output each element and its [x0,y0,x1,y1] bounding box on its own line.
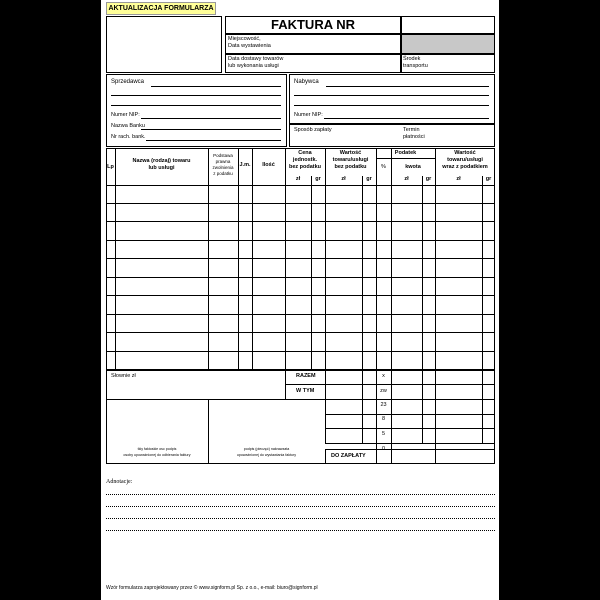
buyer-title: Nabywca [294,79,319,85]
net-zl-label: zł [341,176,346,182]
seller-nip-label: Numer NIP: [111,112,140,118]
col-amount-header: kwota [405,164,421,170]
col-gross-header-3: wraz z podatkiem [442,164,488,170]
razem-label: RAZEM [296,373,316,379]
notes-line-1[interactable] [106,494,495,495]
issue-date-label: Data wystawienia [228,43,271,49]
rate-x: x [382,373,385,379]
place-label: Miejscowość, [228,36,261,42]
table-row[interactable] [106,295,495,296]
buyer-line-2[interactable] [294,95,489,96]
rate-8: 8 [381,416,386,422]
col-tax-header: Podatek [394,150,417,156]
delivery-date-label-1: Data dostawy towarów [228,56,284,62]
col-price-header-1: Cena [298,150,312,156]
col-qty-header: Ilość [262,162,275,168]
rate-zw: zw [380,388,387,394]
table-row[interactable] [106,332,495,333]
invoice-number-field[interactable] [401,16,495,34]
table-row[interactable] [106,277,495,278]
col-net-header-3: bez podatku [334,164,367,170]
seller-account-field[interactable] [146,140,281,141]
price-zl-label: zł [295,176,301,182]
invoice-title: FAKTURA NR [270,17,355,32]
seller-nip-field[interactable] [141,118,281,119]
seller-bank-label: Nazwa Banku [111,123,145,129]
table-row[interactable] [106,314,495,315]
col-name-header-1: Nazwa (rodzaj) towaru [132,158,191,164]
rate-0: 0 [381,446,386,452]
update-form-button[interactable]: AKTUALIZACJA FORMULARZA [106,2,216,15]
table-row[interactable] [106,351,495,352]
col-lp-header: Lp [107,164,114,170]
transport-label-1: Środek [403,56,421,62]
footer-text: Wzór formularza zaprojektowany przez © www.signform.pl Sp. z o.o., e-mail: biuro@signform.pl [106,585,318,591]
seller-account-label: Nr rach. bank. [111,134,146,140]
buyer-line-1[interactable] [326,86,489,87]
col-net-header-2: towaru/usługi [332,157,369,163]
col-unit-header: J.m. [239,162,251,168]
logo-box [106,16,222,73]
notes-line-2[interactable] [106,506,495,507]
col-basis-header-4: z podatku [213,171,233,176]
transport-label-2: transportu [403,63,428,69]
rate-5: 5 [381,431,386,437]
price-gr-label: gr [315,176,321,182]
w-tym-label: W TYM [296,388,315,394]
col-basis-header-1: Podstawa [213,153,233,158]
payment-deadline-label-2: płatności [403,134,425,140]
col-gross-header-1: Wartość [454,150,476,156]
seller-line-1[interactable] [151,86,281,87]
invoice-page [101,0,499,600]
notes-line-3[interactable] [106,518,495,519]
col-price-header-3: bez podatku [288,164,322,170]
receiver-signature-caption-2: osoby upoważnionej do odbierania faktury [123,453,191,457]
buyer-line-3[interactable] [294,105,489,106]
notes-line-4[interactable] [106,530,495,531]
gross-gr-label: gr [485,176,492,182]
seller-bank-field[interactable] [141,129,281,130]
in-words-label: Słownie zł [111,373,136,379]
tax-gr-label: gr [425,176,432,182]
issuer-signature-caption-2: upoważnionej do wystawiania faktury [236,453,297,457]
seller-title: Sprzedawca [111,79,145,85]
table-row[interactable] [106,221,495,222]
seller-line-3[interactable] [111,105,281,106]
table-row[interactable] [106,258,495,259]
to-pay-label: DO ZAPŁATY [331,453,366,459]
col-price-header-2: jednostk. [292,157,318,163]
table-row[interactable] [106,240,495,241]
net-gr-label: gr [366,176,372,182]
tax-zl-label: zł [404,176,409,182]
table-row[interactable] [106,203,495,204]
buyer-nip-field[interactable] [324,118,489,119]
notes-label: Adnotacje: [106,479,133,485]
delivery-date-label-2: lub wykonania usługi [228,63,279,69]
payment-deadline-label-1: Termin [403,127,420,133]
buyer-nip-label: Numer NIP: [294,112,323,118]
col-gross-header-2: towaru/usługi [447,157,483,163]
col-name-header-2: lub usługi [148,165,175,171]
col-percent-header: % [381,164,386,170]
issuer-signature-caption-1: podpis (pieczęć) nakrawzata [243,447,290,451]
col-basis-header-3: zwolnienia [212,165,234,170]
col-basis-header-2: prawna [215,159,231,164]
payment-method-label: Sposób zapłaty [294,127,332,133]
col-net-header-1: Wartość [339,150,362,156]
rate-23: 23 [380,402,387,408]
gross-zl-label: zł [456,176,461,182]
seller-line-2[interactable] [111,95,281,96]
issue-date-field[interactable] [401,34,495,54]
receiver-signature-caption-1: tkiy faktoskie osc podpis [137,447,177,451]
